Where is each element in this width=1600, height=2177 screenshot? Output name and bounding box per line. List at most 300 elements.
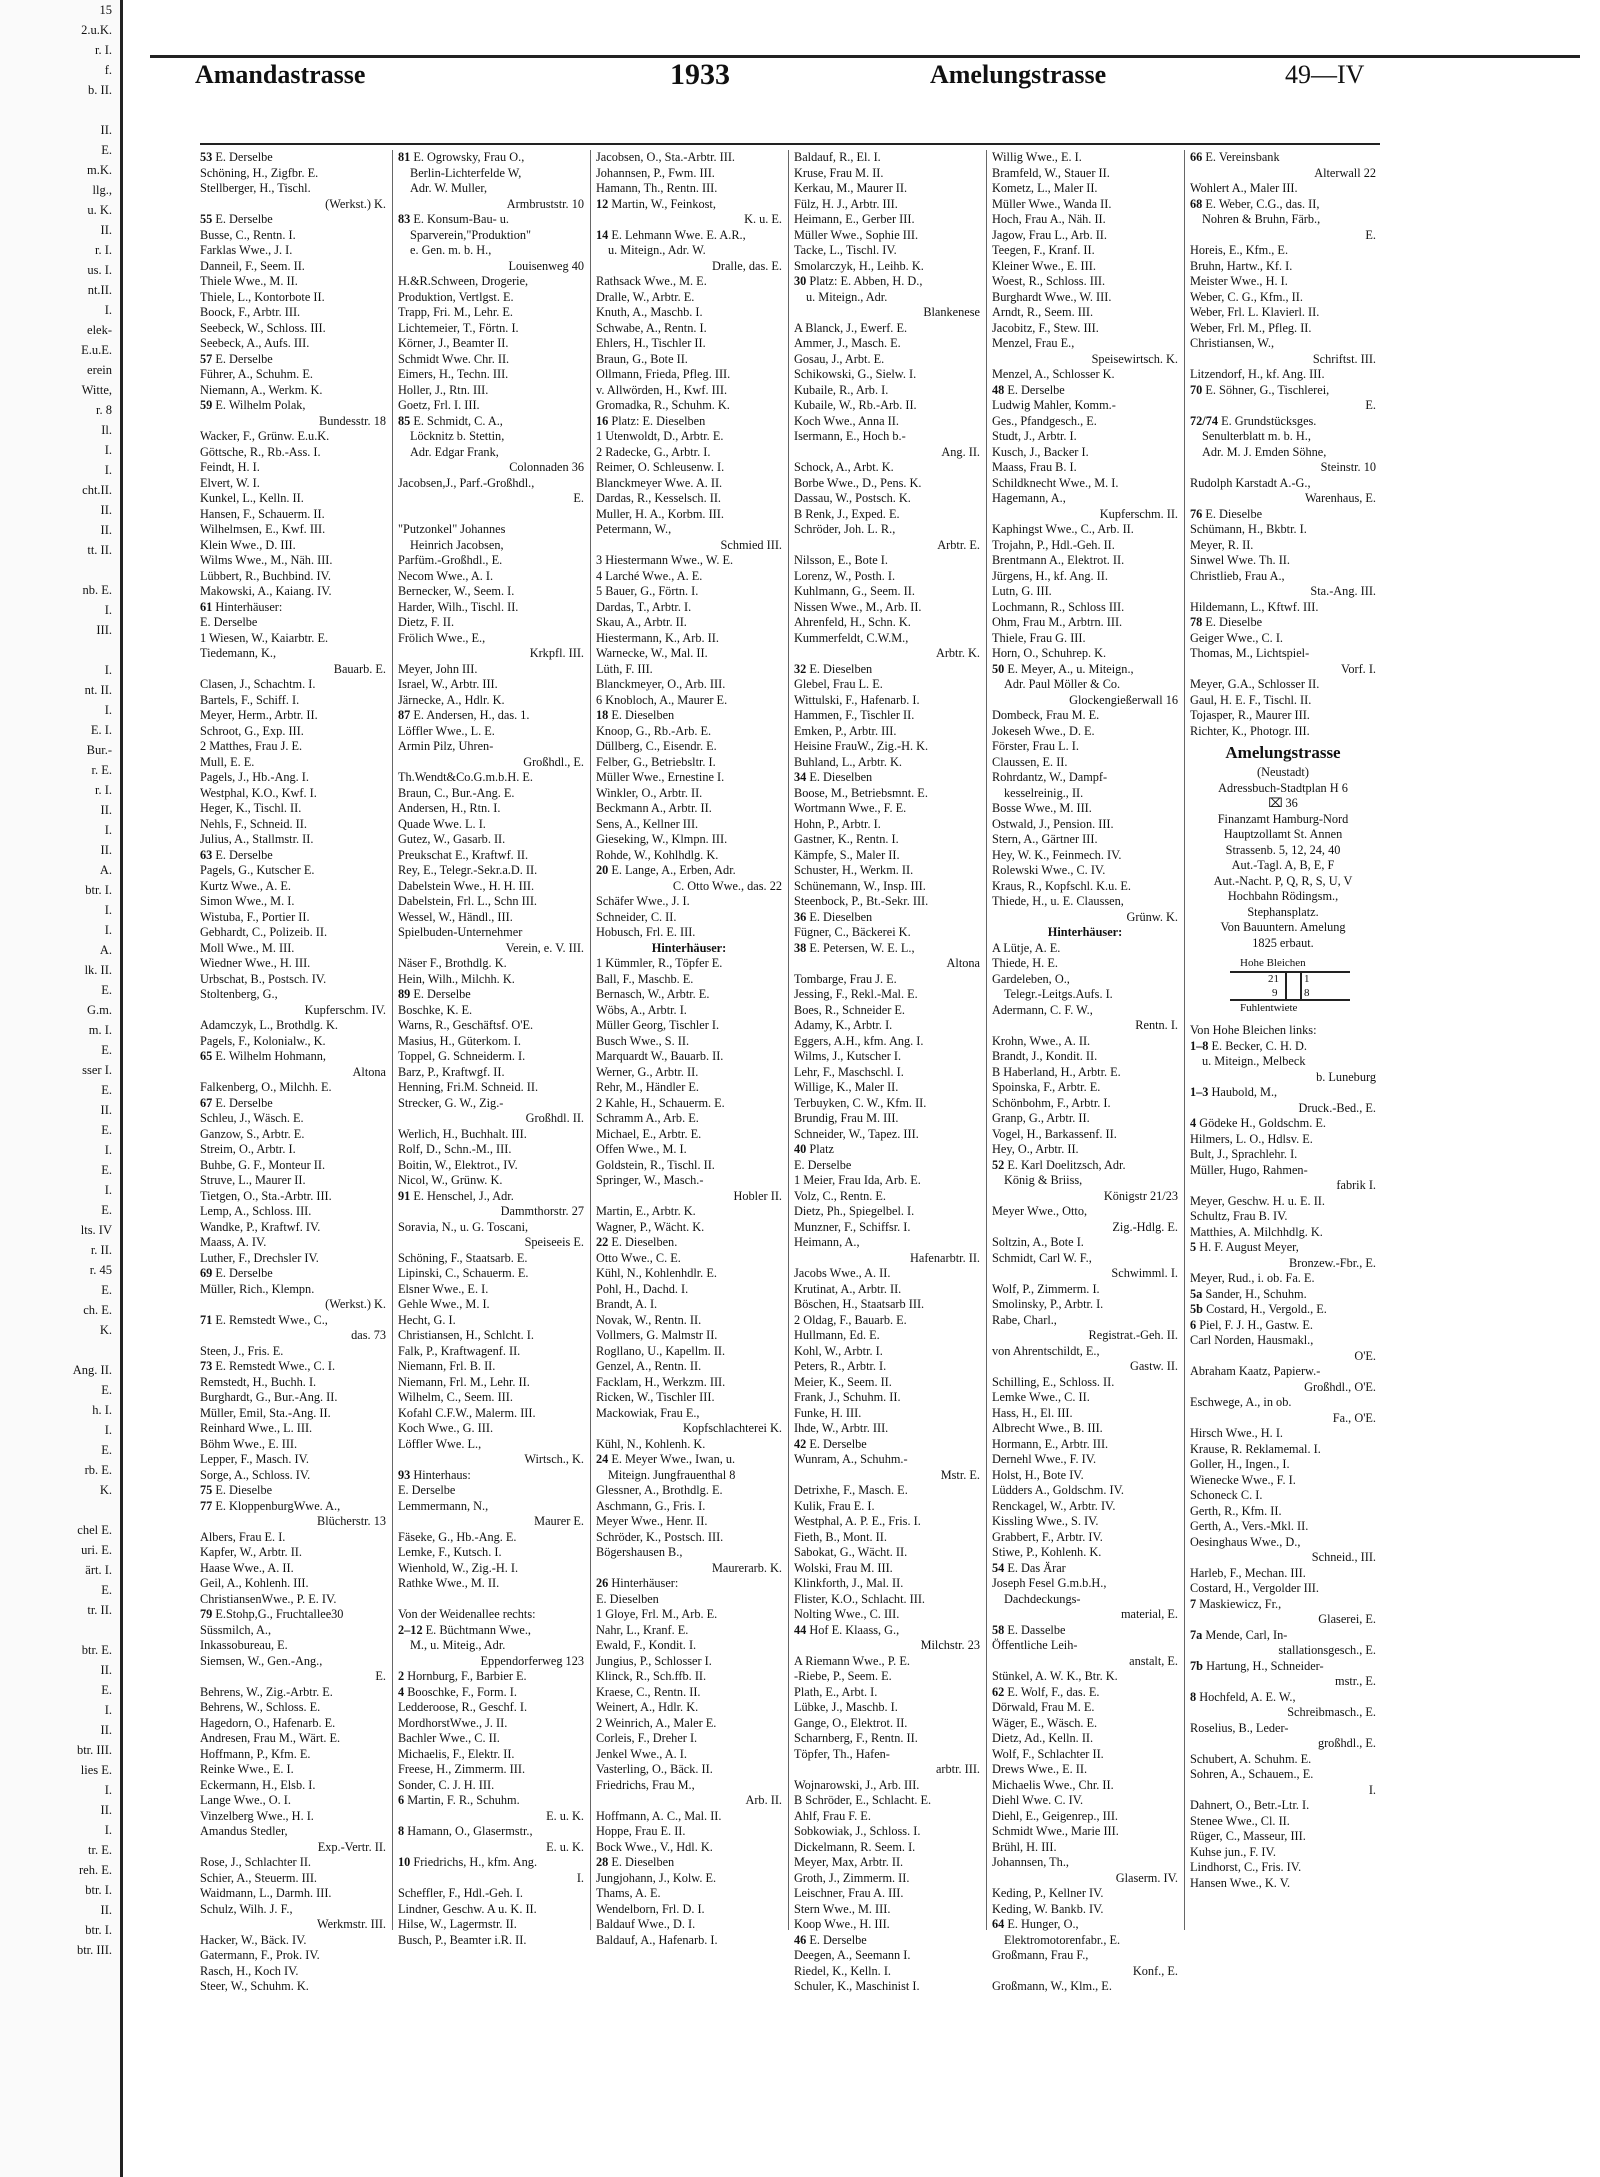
directory-entry <box>398 894 584 910</box>
column-6 <box>1190 150 1376 1930</box>
directory-entry <box>992 1328 1178 1344</box>
entry-text: Christiansen, W., <box>1190 336 1275 350</box>
entry-text: Vogel, H., Barkassenf. II. <box>992 1126 1117 1141</box>
entry-text: Mull, E. E. <box>200 754 255 769</box>
directory-entry <box>1190 1612 1376 1628</box>
directory-entry <box>398 739 584 755</box>
entry-text: u. Miteign., Adr. <box>806 289 888 304</box>
entry-text: E. Andersen, H., das. 1. <box>413 708 530 722</box>
entry-text: Warnecke, W., Mal. II. <box>596 646 708 660</box>
entry-text: Schwimml. I. <box>1111 1266 1178 1280</box>
entry-text: Hinterhaus: <box>413 1467 471 1482</box>
entry-text: Hiestermann, K., Arb. II. <box>596 630 719 645</box>
entry-text: Jagow, Frau L., Arb. II. <box>992 227 1107 242</box>
directory-entry <box>398 383 584 399</box>
directory-entry <box>1190 569 1376 585</box>
directory-entry <box>200 1251 386 1267</box>
entry-text: Senulterblatt m. b. H., <box>1202 429 1311 443</box>
entry-text: Armin Pilz, Uhren- <box>398 739 494 753</box>
adjacent-page-fragment: btr. E. <box>81 1643 112 1657</box>
directory-entry <box>596 584 782 600</box>
directory-entry <box>992 1344 1178 1360</box>
entry-text: Facklam, H., Werkzm. III. <box>596 1374 726 1389</box>
adjacent-page-fragment: II. <box>100 503 112 517</box>
entry-text: Bronzew.-Fbr., E. <box>1289 1255 1376 1270</box>
directory-entry <box>596 1003 782 1019</box>
directory-entry <box>596 677 782 693</box>
directory-entry <box>992 786 1178 802</box>
entry-text: Armbruststr. 10 <box>506 196 584 211</box>
entry-text: Müller Georg, Tischler I. <box>596 1018 720 1032</box>
directory-entry <box>596 832 782 848</box>
directory-entry <box>200 1855 386 1871</box>
entry-text: Koop Wwe., H. III. <box>794 1917 890 1931</box>
column-divider <box>986 150 987 1930</box>
directory-entry <box>794 1080 980 1096</box>
entry-text: Stern, A., Gärtner III. <box>992 832 1098 846</box>
entry-text: Müller Wwe., Wanda II. <box>992 196 1112 211</box>
entry-text: Rentn. I. <box>1135 1018 1178 1032</box>
directory-entry <box>596 1886 782 1902</box>
directory-entry <box>596 1096 782 1112</box>
entry-text: Jessing, F., Rekl.-Mal. E. <box>794 987 918 1001</box>
directory-entry <box>398 274 584 290</box>
entry-text: Westphal, A. P. E., Fris. I. <box>794 1514 921 1528</box>
entry-text: Hobusch, Frl. E. III. <box>596 925 696 939</box>
directory-entry <box>1190 1721 1376 1737</box>
entry-text: Adr. Paul Möller & Co. <box>1004 677 1121 691</box>
entry-text: Waidmann, L., Darmh. III. <box>200 1886 332 1900</box>
directory-entry <box>398 1871 584 1887</box>
directory-entry <box>596 1080 782 1096</box>
entry-text: Körner, J., Beamter II. <box>398 336 509 350</box>
house-number: 57 <box>200 351 216 366</box>
entry-text: Litzendorf, H., kf. Ang. III. <box>1190 367 1325 381</box>
entry-text: Nohren & Bruhn, Färb., <box>1202 212 1321 226</box>
directory-entry <box>200 894 386 910</box>
directory-entry <box>200 770 386 786</box>
entry-text: Krkpfl. III. <box>529 646 584 660</box>
directory-entry <box>992 600 1178 616</box>
entry-text: Arndt, R., Seem. III. <box>992 305 1094 319</box>
house-number: 5 <box>1190 1240 1200 1254</box>
entry-text: K. u. E. <box>744 212 782 226</box>
entry-text: Frank, J., Schuhm. II. <box>794 1390 901 1404</box>
entry-text: Gebhardt, C., Polizeib. II. <box>200 925 328 939</box>
directory-entry <box>596 925 782 941</box>
directory-entry <box>200 569 386 585</box>
directory-entry <box>596 538 782 554</box>
directory-entry <box>794 724 980 740</box>
directory-entry <box>200 863 386 879</box>
directory-entry <box>794 1049 980 1065</box>
entry-text: E. Derselbe <box>1007 382 1065 397</box>
directory-entry <box>398 1886 584 1902</box>
directory-entry <box>794 1189 980 1205</box>
directory-entry <box>794 1437 980 1453</box>
entry-text: E. Meyer, A., u. Miteign., <box>1007 661 1134 676</box>
directory-entry <box>200 1747 386 1763</box>
directory-entry <box>992 1049 1178 1065</box>
entry-text: Springer, W., Masch.- <box>596 1173 704 1187</box>
directory-entry <box>398 1390 584 1406</box>
directory-entry <box>596 243 782 259</box>
entry-text: Müller Wwe., Ernestine I. <box>596 770 725 784</box>
entry-text: e. Gen. m. b. H., <box>410 243 492 257</box>
entry-text: Streim, O., Arbtr. I. <box>200 1142 296 1156</box>
entry-text: Sens, A., Kellner III. <box>596 816 699 831</box>
house-number: 65 <box>200 1049 216 1063</box>
entry-text: Bosse Wwe., M. III. <box>992 801 1092 815</box>
entry-text: Berlin-Lichterfelde W, <box>410 165 522 180</box>
entry-text: Keding, P., Kellner IV. <box>992 1886 1104 1900</box>
entry-text: Meyer, Max, Arbtr. II. <box>794 1855 904 1869</box>
directory-entry <box>794 1313 980 1329</box>
entry-text: u. Miteign., Adr. W. <box>608 243 706 257</box>
directory-entry <box>200 1638 386 1654</box>
entry-text: Schroot, G., Exp. III. <box>200 723 304 738</box>
directory-entry <box>1190 1132 1376 1148</box>
adjacent-page-fragment: II. <box>100 803 112 817</box>
entry-text: Glaserm. IV. <box>1115 1870 1178 1885</box>
entry-text: Tombarge, Frau J. E. <box>794 971 897 986</box>
directory-entry <box>794 1964 980 1980</box>
entry-text: Krohn, Wwe., A. II. <box>992 1033 1091 1048</box>
entry-text: Dietz, F. II. <box>398 615 455 629</box>
entry-text: Hildemann, L., Kftwf. III. <box>1190 599 1319 614</box>
directory-entry <box>200 1902 386 1918</box>
house-number: 2–12 <box>398 1622 426 1637</box>
street-map <box>1200 957 1366 1017</box>
street-info-line: Aut.-Tagl. A, B, E, F <box>1231 858 1335 872</box>
directory-entry <box>794 1173 980 1189</box>
directory-entry <box>398 538 584 554</box>
directory-entry <box>794 1514 980 1530</box>
entry-text: A Blanck, J., Ewerf. E. <box>794 320 908 335</box>
entry-text: Detrixhe, F., Masch. E. <box>794 1483 908 1497</box>
entry-text: Schwabe, A., Rentn. I. <box>596 320 707 335</box>
entry-text: E. Dieselben <box>611 1855 675 1869</box>
entry-text: Clasen, J., Schachtm. I. <box>200 677 316 691</box>
adjacent-page-fragment: I. <box>104 923 112 937</box>
entry-text: (Werkst.) K. <box>325 196 386 211</box>
directory-entry <box>596 1669 782 1685</box>
adjacent-page-fragment: I. <box>104 1183 112 1197</box>
directory-entry <box>200 1700 386 1716</box>
adjacent-page-fragment: r. II. <box>90 1243 112 1257</box>
directory-entry <box>200 367 386 383</box>
entry-text: Martin, E., Arbtr. K. <box>596 1204 696 1218</box>
directory-entry <box>200 553 386 569</box>
entry-text: Brundig, Frau M. III. <box>794 1111 899 1125</box>
directory-entry <box>398 662 584 678</box>
entry-text: Goetz, Frl. I. III. <box>398 398 480 412</box>
directory-entry <box>200 1576 386 1592</box>
directory-entry <box>1190 1240 1376 1256</box>
directory-entry <box>992 1778 1178 1794</box>
entry-text: Plath, E., Arbt. I. <box>794 1684 878 1699</box>
directory-entry <box>200 879 386 895</box>
directory-entry <box>596 460 782 476</box>
directory-entry <box>398 569 584 585</box>
directory-entry <box>596 476 782 492</box>
directory-entry <box>992 1530 1178 1546</box>
house-number: 10 <box>398 1855 414 1869</box>
house-number: 64 <box>992 1917 1008 1931</box>
entry-text: Hacker, W., Bäck. IV. <box>200 1932 307 1947</box>
directory-entry <box>794 1421 980 1437</box>
entry-text: Müller, Emil, Sta.-Ang. II. <box>200 1405 331 1420</box>
directory-entry <box>596 1406 782 1422</box>
map-label: 1 <box>1304 973 1310 985</box>
directory-entry <box>1190 460 1376 476</box>
directory-entry <box>992 259 1178 275</box>
entry-text: Milchstr. 23 <box>920 1638 980 1652</box>
directory-entry <box>596 352 782 368</box>
directory-entry <box>200 1545 386 1561</box>
entry-text: Göttsche, R., Rb.-Ass. I. <box>200 444 321 459</box>
directory-entry <box>200 1871 386 1887</box>
entry-text: Schleu, J., Wäsch. E. <box>200 1111 304 1125</box>
directory-entry <box>596 1421 782 1437</box>
entry-text: Felber, G., Betriebsltr. I. <box>596 754 716 769</box>
entry-text: B Haberland, H., Arbtr. E. <box>992 1064 1121 1079</box>
entry-text: Hagedorn, O., Hafenarb. E. <box>200 1715 336 1730</box>
house-number: 87 <box>398 708 414 722</box>
house-number: 89 <box>398 987 414 1001</box>
adjacent-page-fragment: I. <box>104 903 112 917</box>
adjacent-page-fragment: III. <box>96 623 112 637</box>
entry-text: Johannsen, Th., <box>992 1855 1069 1869</box>
directory-entry <box>1190 445 1376 461</box>
entry-text: Freese, H., Zimmerm. III. <box>398 1762 526 1776</box>
entry-text: Kummerfeldt, C.W.M., <box>794 630 909 645</box>
directory-entry <box>200 228 386 244</box>
directory-entry <box>992 755 1178 771</box>
entry-text: König & Briiss, <box>1004 1173 1083 1187</box>
directory-entry <box>200 1437 386 1453</box>
directory-entry <box>794 212 980 228</box>
directory-entry <box>992 1545 1178 1561</box>
adjacent-page-fragment: I. <box>104 1703 112 1717</box>
entry-text: E. Karl Doelitzsch, Adr. <box>1007 1157 1126 1172</box>
entry-text: Moll Wwe., M. III. <box>200 940 295 955</box>
entry-text: Gieseking, W., Klmpn. III. <box>596 832 728 846</box>
directory-entry <box>992 1468 1178 1484</box>
house-number: 2 <box>398 1669 408 1683</box>
directory-entry <box>794 1716 980 1732</box>
directory-entry <box>200 445 386 461</box>
entry-text: Schmidt Wwe. Chr. II. <box>398 351 510 366</box>
directory-entry <box>992 693 1178 709</box>
directory-entry <box>200 305 386 321</box>
directory-entry <box>398 1034 584 1050</box>
entry-text: Jungius, P., Schlosser I. <box>596 1653 712 1668</box>
entry-text: 2 Weinrich, A., Maler E. <box>596 1715 717 1730</box>
entry-text: Wienhold, W., Zig.-H. I. <box>398 1560 519 1575</box>
entry-text: "Putzonkel" Johannes <box>398 522 506 536</box>
adjacent-page-fragment: Ang. II. <box>72 1363 112 1377</box>
directory-entry <box>992 445 1178 461</box>
directory-entry <box>1190 662 1376 678</box>
entry-text: Schöning, F., Staatsarb. E. <box>398 1250 528 1265</box>
directory-entry <box>398 972 584 988</box>
directory-entry <box>200 1933 386 1949</box>
entry-text: Gaul, H. E. F., Tischl. II. <box>1190 692 1312 707</box>
directory-entry <box>200 1390 386 1406</box>
directory-entry <box>992 1266 1178 1282</box>
entry-text: Miteign. Jungfrauenthal 8 <box>608 1467 736 1482</box>
entry-text: 2 Kahle, H., Schauerm. E. <box>596 1095 725 1110</box>
directory-entry <box>398 1917 584 1933</box>
entry-text: Boschke, K. E. <box>398 1002 473 1017</box>
adjacent-page-fragment: cht.II. <box>82 483 112 497</box>
directory-entry <box>1190 677 1376 693</box>
directory-entry <box>794 817 980 833</box>
directory-entry <box>398 1716 584 1732</box>
entry-text: Meyer, Geschw. H. u. E. II. <box>1190 1193 1325 1208</box>
directory-entry <box>794 832 980 848</box>
directory-entry <box>1190 1457 1376 1473</box>
entry-text: Druck.-Bed., E. <box>1298 1100 1376 1115</box>
entry-text: Westphal, K.O., Kwf. I. <box>200 785 317 800</box>
directory-entry <box>200 724 386 740</box>
directory-entry <box>200 1514 386 1530</box>
entry-text: Hafenarbtr. II. <box>910 1250 980 1265</box>
entry-text: Jacobs Wwe., A. II. <box>794 1266 891 1280</box>
directory-entry <box>398 724 584 740</box>
directory-entry <box>794 1809 980 1825</box>
directory-entry <box>794 786 980 802</box>
entry-text: Emken, P., Arbtr. III. <box>794 723 897 738</box>
directory-entry <box>398 553 584 569</box>
entry-text: Eckermann, H., Elsb. I. <box>200 1777 316 1792</box>
entry-text: Haase Wwe., A. II. <box>200 1560 294 1575</box>
adjacent-page-fragment: lies E. <box>80 1763 112 1777</box>
adjacent-page-fragment: Bur.- <box>86 743 112 757</box>
entry-text: Gatermann, F., Prok. IV. <box>200 1948 320 1962</box>
directory-entry <box>398 1282 584 1298</box>
entry-text: Kuhse jun., F. IV. <box>1190 1844 1276 1859</box>
entry-text: das. 73 <box>351 1328 386 1342</box>
directory-entry <box>596 1871 782 1887</box>
directory-entry <box>200 693 386 709</box>
adjacent-page-fragment: r. 45 <box>89 1263 112 1277</box>
adjacent-page-fragment: btr. III. <box>76 1943 112 1957</box>
directory-entry <box>992 476 1178 492</box>
street-info-line: Stephansplatz. <box>1247 904 1319 919</box>
entry-text: Offen Wwe., M. I. <box>596 1142 687 1156</box>
entry-text: Schöning, H., Zigfbr. E. <box>200 165 319 180</box>
entry-text: Löcknitz b. Stettin, <box>410 429 505 443</box>
directory-entry <box>992 1251 1178 1267</box>
directory-entry <box>794 336 980 352</box>
directory-entry <box>992 770 1178 786</box>
entry-text: Winkler, O., Arbtr. II. <box>596 785 703 800</box>
entry-text: E. Derselbe <box>413 987 471 1001</box>
adjacent-page-fragment: lts. IV <box>80 1223 112 1237</box>
directory-entry <box>200 1824 386 1840</box>
directory-entry <box>794 1297 980 1313</box>
directory-entry <box>992 1731 1178 1747</box>
entry-text: Hochfeld, A. E. W., <box>1199 1689 1296 1704</box>
directory-entry <box>992 150 1178 166</box>
directory-entry <box>992 1065 1178 1081</box>
directory-entry <box>200 383 386 399</box>
entry-text: Wunram, A., Schuhm.- <box>794 1452 908 1466</box>
adjacent-page-fragment: E. <box>101 1203 112 1217</box>
entry-text: Königstr 21/23 <box>1103 1188 1178 1203</box>
directory-entry <box>200 584 386 600</box>
entry-text: Gehle Wwe., M. I. <box>398 1297 490 1311</box>
directory-entry <box>200 1592 386 1608</box>
entry-text: Otto Wwe., C. E. <box>596 1250 681 1265</box>
entry-text: Wilms Wwe., M., Näh. III. <box>200 553 333 567</box>
entry-text: Leischner, Frau A. III. <box>794 1886 904 1900</box>
entry-text: Braun, G., Bote II. <box>596 351 688 366</box>
entry-text: Rogllano, U., Kapellm. II. <box>596 1343 726 1358</box>
directory-entry <box>398 1096 584 1112</box>
directory-entry <box>794 383 980 399</box>
directory-entry <box>596 801 782 817</box>
directory-entry <box>794 631 980 647</box>
directory-entry <box>1190 1581 1376 1597</box>
directory-entry <box>992 1638 1178 1654</box>
entry-text: 1 Kümmler, R., Töpfer E. <box>596 956 723 970</box>
directory-entry <box>992 1824 1178 1840</box>
entry-text: Weber, Frl. L. Klavierl. II. <box>1190 305 1320 319</box>
entry-text: Thiele, L., Kontorbote II. <box>200 289 325 304</box>
entry-text: Israel, W., Arbtr. III. <box>398 677 498 691</box>
entry-text: A Riemann Wwe., P. E. <box>794 1653 910 1668</box>
entry-text: Ges., Pfandgesch., E. <box>992 413 1097 428</box>
house-number: 12 <box>596 196 612 211</box>
entry-text: Rüger, C., Masseur, III. <box>1190 1829 1306 1843</box>
directory-entry <box>596 1685 782 1701</box>
directory-entry <box>200 476 386 492</box>
house-number: 70 <box>1190 382 1206 397</box>
adjacent-page-fragment: I. <box>104 443 112 457</box>
entry-text: Warenhaus, E. <box>1304 491 1376 505</box>
entry-text: Nahr, L., Kranf. E. <box>596 1622 689 1637</box>
entry-text: Adr. W. Muller, <box>410 181 488 195</box>
entry-text: Krutinat, A., Arbtr. II. <box>794 1281 902 1296</box>
entry-text: Menzel, Frau E., <box>992 336 1075 350</box>
directory-entry <box>200 274 386 290</box>
adjacent-page-fragment: E. <box>101 1283 112 1297</box>
entry-text: Jürgens, H., kf. Ang. II. <box>992 568 1108 583</box>
entry-text: Borbe Wwe., D., Pens. K. <box>794 475 922 490</box>
adjacent-page-fragment: sser I. <box>82 1063 112 1077</box>
entry-text: fabrik I. <box>1336 1178 1376 1192</box>
directory-entry <box>200 708 386 724</box>
directory-entry <box>596 1778 782 1794</box>
directory-entry <box>992 553 1178 569</box>
directory-entry <box>1190 1209 1376 1225</box>
directory-entry <box>596 879 782 895</box>
directory-entry <box>398 1731 584 1747</box>
entry-text: Eimers, H., Techn. III. <box>398 367 509 381</box>
directory-entry <box>1190 1411 1376 1427</box>
entry-text: Louisenweg 40 <box>508 258 584 273</box>
directory-entry <box>1190 259 1376 275</box>
entry-text: Martin, W., Feinkost, <box>611 196 716 211</box>
entry-text: Rey, E., Telegr.-Sekr.a.D. II. <box>398 863 538 877</box>
entry-text: Lange Wwe., O. I. <box>200 1793 291 1807</box>
directory-entry <box>596 863 782 879</box>
directory-entry <box>200 212 386 228</box>
entry-text: Thomas, M., Lichtspiel- <box>1190 646 1310 660</box>
